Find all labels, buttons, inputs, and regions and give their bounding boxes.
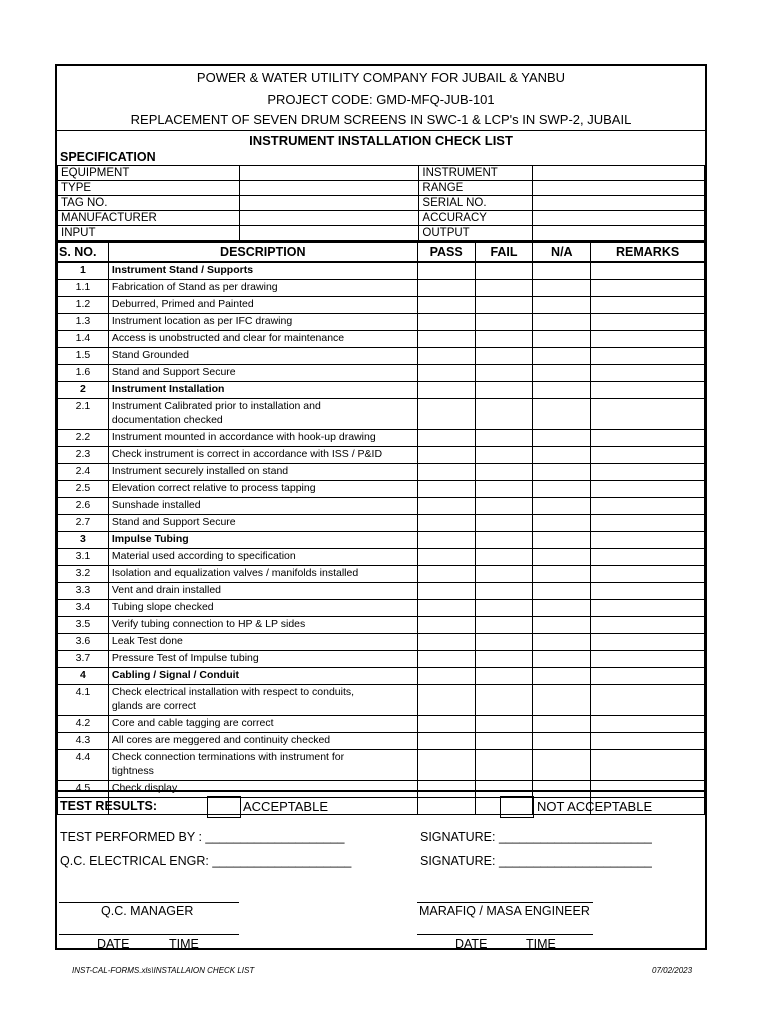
item-number: 2 — [58, 382, 109, 399]
item-description: All cores are meggered and continuity checked — [111, 734, 331, 746]
na-cell[interactable] — [533, 331, 591, 348]
na-cell[interactable] — [533, 716, 591, 733]
spec-value[interactable] — [239, 196, 419, 211]
signature-field[interactable]: SIGNATURE: ______________________ — [420, 830, 652, 844]
table-row — [58, 781, 705, 798]
table-row — [58, 716, 705, 733]
table-row — [58, 617, 705, 634]
item-description: Instrument location as per IFC drawing — [111, 315, 293, 327]
date-line — [417, 934, 593, 935]
item-description: Deburred, Primed and Painted — [111, 298, 254, 310]
remarks-cell[interactable] — [591, 583, 705, 600]
item-number: 4.1 — [58, 685, 109, 716]
item-description: Stand Grounded — [111, 349, 189, 361]
col-description: DESCRIPTION — [108, 242, 417, 262]
item-description: Instrument mounted in accordance with hook-up drawing — [111, 431, 376, 443]
fail-cell[interactable] — [475, 382, 533, 399]
pass-cell[interactable] — [417, 716, 475, 733]
remarks-cell[interactable] — [591, 331, 705, 348]
fail-cell[interactable] — [475, 600, 533, 617]
item-description-cell — [108, 515, 417, 532]
pass-cell[interactable] — [417, 750, 475, 781]
pass-cell[interactable] — [417, 280, 475, 297]
item-description-cell — [108, 668, 417, 685]
spec-row — [58, 181, 705, 196]
pass-cell[interactable] — [417, 566, 475, 583]
na-cell[interactable] — [533, 566, 591, 583]
spec-label: MANUFACTURER — [58, 211, 240, 226]
na-cell[interactable] — [533, 617, 591, 634]
item-description: Pressure Test of Impulse tubing — [111, 652, 259, 664]
item-description: Access is unobstructed and clear for maintenance — [111, 332, 345, 344]
pass-cell[interactable] — [417, 685, 475, 716]
pass-cell[interactable] — [417, 365, 475, 382]
table-row — [58, 280, 705, 297]
item-number: 2.3 — [58, 447, 109, 464]
fail-cell[interactable] — [475, 716, 533, 733]
table-row — [58, 447, 705, 464]
item-description-cell — [108, 549, 417, 566]
item-number: 1.6 — [58, 365, 109, 382]
table-row — [58, 297, 705, 314]
fail-cell[interactable] — [475, 515, 533, 532]
table-row — [58, 430, 705, 447]
na-cell[interactable] — [533, 447, 591, 464]
remarks-cell[interactable] — [591, 382, 705, 399]
item-description-cont: documentation checked — [111, 414, 223, 426]
table-row — [58, 399, 705, 430]
item-description-cell — [108, 399, 417, 430]
section-row — [58, 532, 705, 549]
na-cell[interactable] — [533, 464, 591, 481]
col-sno: S. NO. — [58, 242, 109, 262]
spec-label: TAG NO. — [58, 196, 240, 211]
pass-cell[interactable] — [417, 781, 475, 798]
pass-cell[interactable] — [417, 651, 475, 668]
pass-cell[interactable] — [417, 481, 475, 498]
remarks-cell[interactable] — [591, 600, 705, 617]
signature-line — [417, 902, 593, 903]
item-description: Sunshade installed — [111, 499, 201, 511]
remarks-cell[interactable] — [591, 262, 705, 280]
fail-cell[interactable] — [475, 566, 533, 583]
pass-cell[interactable] — [417, 798, 475, 815]
item-description-cell — [108, 617, 417, 634]
remarks-cell[interactable] — [591, 685, 705, 716]
pass-cell[interactable] — [417, 331, 475, 348]
item-description: Instrument Stand / Supports — [111, 264, 254, 276]
na-cell[interactable] — [533, 532, 591, 549]
date-label: DATE — [455, 937, 488, 951]
fail-cell[interactable] — [475, 532, 533, 549]
na-cell[interactable] — [533, 583, 591, 600]
col-remarks: REMARKS — [591, 242, 705, 262]
table-row — [58, 331, 705, 348]
spec-label: INSTRUMENT — [419, 166, 533, 181]
item-description: Stand and Support Secure — [111, 516, 236, 528]
na-cell[interactable] — [533, 280, 591, 297]
remarks-cell[interactable] — [591, 566, 705, 583]
item-description-cell — [108, 716, 417, 733]
remarks-cell[interactable] — [591, 399, 705, 430]
fail-cell[interactable] — [475, 481, 533, 498]
spec-value[interactable] — [533, 166, 705, 181]
item-description-cell — [108, 348, 417, 365]
remarks-cell[interactable] — [591, 464, 705, 481]
remarks-cell[interactable] — [591, 716, 705, 733]
time-label: TIME — [169, 937, 199, 951]
fail-cell[interactable] — [475, 617, 533, 634]
pass-cell[interactable] — [417, 634, 475, 651]
fail-cell[interactable] — [475, 447, 533, 464]
item-number: 3.5 — [58, 617, 109, 634]
remarks-cell[interactable] — [591, 481, 705, 498]
spec-value[interactable] — [533, 196, 705, 211]
item-number: 1.3 — [58, 314, 109, 331]
spec-label: SERIAL NO. — [419, 196, 533, 211]
item-description-cell — [108, 583, 417, 600]
item-description: Stand and Support Secure — [111, 366, 236, 378]
na-cell[interactable] — [533, 348, 591, 365]
item-description: Leak Test done — [111, 635, 183, 647]
fail-cell[interactable] — [475, 430, 533, 447]
item-description-cell — [108, 634, 417, 651]
fail-cell[interactable] — [475, 583, 533, 600]
fail-cell[interactable] — [475, 280, 533, 297]
section-row — [58, 262, 705, 280]
table-row — [58, 464, 705, 481]
item-description-cell — [108, 750, 417, 781]
col-pass: PASS — [417, 242, 475, 262]
item-description-cell — [108, 280, 417, 297]
remarks-cell[interactable] — [591, 314, 705, 331]
fail-cell[interactable] — [475, 297, 533, 314]
pass-cell[interactable] — [417, 430, 475, 447]
na-cell[interactable] — [533, 733, 591, 750]
spec-value[interactable] — [239, 211, 419, 226]
fail-cell[interactable] — [475, 399, 533, 430]
spec-value[interactable] — [239, 226, 419, 241]
na-cell[interactable] — [533, 685, 591, 716]
item-number: 1 — [58, 262, 109, 280]
pass-cell[interactable] — [417, 733, 475, 750]
item-description-cont: glands are correct — [111, 700, 196, 712]
section-row — [58, 382, 705, 399]
item-description-cell — [108, 685, 417, 716]
remarks-cell[interactable] — [591, 365, 705, 382]
table-row — [58, 481, 705, 498]
spec-table — [57, 165, 705, 241]
item-description-cell — [108, 447, 417, 464]
spec-row — [58, 166, 705, 181]
item-description: Instrument Calibrated prior to installation and — [111, 400, 321, 412]
item-description: Isolation and equalization valves / manifolds installed — [111, 567, 359, 579]
footer-file-path: INST-CAL-FORMS.xls\INSTALLAION CHECK LIST — [72, 966, 255, 975]
form-title: INSTRUMENT INSTALLATION CHECK LIST — [249, 133, 513, 148]
pass-cell[interactable] — [417, 262, 475, 280]
fail-cell[interactable] — [475, 331, 533, 348]
item-description-cell — [108, 600, 417, 617]
fail-cell[interactable] — [475, 464, 533, 481]
na-cell[interactable] — [533, 634, 591, 651]
marafiq-engineer-label: MARAFIQ / MASA ENGINEER — [419, 904, 590, 918]
pass-cell[interactable] — [417, 314, 475, 331]
checklist-frame — [55, 64, 707, 950]
item-number: 2.2 — [58, 430, 109, 447]
item-description: Impulse Tubing — [111, 533, 189, 545]
remarks-cell[interactable] — [591, 430, 705, 447]
spec-row — [58, 196, 705, 211]
remarks-cell[interactable] — [591, 617, 705, 634]
na-cell[interactable] — [533, 668, 591, 685]
item-number: 4 — [58, 668, 109, 685]
item-number: 3.2 — [58, 566, 109, 583]
item-number: 4.2 — [58, 716, 109, 733]
item-number: 4.4 — [58, 750, 109, 781]
remarks-cell[interactable] — [591, 781, 705, 798]
na-cell[interactable] — [533, 430, 591, 447]
item-number: 3.7 — [58, 651, 109, 668]
na-cell[interactable] — [533, 297, 591, 314]
item-description-cell — [108, 781, 417, 798]
item-number: 3.1 — [58, 549, 109, 566]
item-description: Instrument Installation — [111, 383, 225, 395]
spec-heading: SPECIFICATION — [60, 150, 156, 164]
spec-value[interactable] — [239, 181, 419, 196]
table-row — [58, 498, 705, 515]
item-description-cell — [108, 365, 417, 382]
na-cell[interactable] — [533, 262, 591, 280]
remarks-cell[interactable] — [591, 515, 705, 532]
item-description-cell — [108, 430, 417, 447]
item-description: Tubing slope checked — [111, 601, 214, 613]
qc-electrical-engineer[interactable]: Q.C. ELECTRICAL ENGR: ____________________ — [60, 854, 352, 868]
remarks-cell[interactable] — [591, 280, 705, 297]
pass-cell[interactable] — [417, 297, 475, 314]
remarks-cell[interactable] — [591, 549, 705, 566]
item-description-cell — [108, 297, 417, 314]
item-description-cell — [108, 262, 417, 280]
item-number: 3.6 — [58, 634, 109, 651]
spec-label: INPUT — [58, 226, 240, 241]
item-number: 1.5 — [58, 348, 109, 365]
na-cell[interactable] — [533, 314, 591, 331]
item-number: 2.7 — [58, 515, 109, 532]
item-description-cell — [108, 331, 417, 348]
item-number: 2.4 — [58, 464, 109, 481]
fail-cell[interactable] — [475, 549, 533, 566]
table-row — [58, 750, 705, 781]
table-row — [58, 583, 705, 600]
spec-label: OUTPUT — [419, 226, 533, 241]
divider — [57, 790, 705, 792]
fail-cell[interactable] — [475, 262, 533, 280]
item-description: Elevation correct relative to process tapping — [111, 482, 316, 494]
fail-cell[interactable] — [475, 750, 533, 781]
date-line — [59, 934, 239, 935]
pass-cell[interactable] — [417, 348, 475, 365]
spec-row — [58, 211, 705, 226]
item-description-cell — [108, 532, 417, 549]
col-na: N/A — [533, 242, 591, 262]
item-number: 1.1 — [58, 280, 109, 297]
pass-cell[interactable] — [417, 549, 475, 566]
item-number: 2.6 — [58, 498, 109, 515]
table-row — [58, 566, 705, 583]
table-row — [58, 634, 705, 651]
acceptable-checkbox[interactable] — [207, 796, 241, 818]
item-description: Fabrication of Stand as per drawing — [111, 281, 278, 293]
test-results-label: TEST RESULTS: — [60, 799, 157, 813]
divider — [57, 130, 705, 131]
fail-cell[interactable] — [475, 781, 533, 798]
table-row — [58, 651, 705, 668]
table-row — [58, 549, 705, 566]
spec-label: RANGE — [419, 181, 533, 196]
remarks-cell[interactable] — [591, 498, 705, 515]
item-description-cell — [108, 314, 417, 331]
na-cell[interactable] — [533, 365, 591, 382]
signature-line — [59, 902, 239, 903]
footer-date: 07/02/2023 — [652, 966, 693, 975]
item-description-cont: tightness — [111, 765, 154, 777]
item-number: 1.2 — [58, 297, 109, 314]
item-description-cell — [108, 566, 417, 583]
item-description-cell — [108, 498, 417, 515]
table-row — [58, 314, 705, 331]
signature-field[interactable]: SIGNATURE: ______________________ — [420, 854, 652, 868]
company-name: POWER & WATER UTILITY COMPANY FOR JUBAIL & YANBU — [196, 70, 566, 85]
spec-value[interactable] — [533, 211, 705, 226]
pass-cell[interactable] — [417, 498, 475, 515]
pass-cell[interactable] — [417, 668, 475, 685]
item-description: Core and cable tagging are correct — [111, 717, 274, 729]
spec-label: EQUIPMENT — [58, 166, 240, 181]
pass-cell[interactable] — [417, 515, 475, 532]
item-description: Check display — [111, 782, 178, 794]
project-code: PROJECT CODE: GMD-MFQ-JUB-101 — [267, 92, 495, 107]
remarks-cell[interactable] — [591, 668, 705, 685]
item-description: Check electrical installation with respect to conduits, — [111, 686, 355, 698]
item-number: 3.4 — [58, 600, 109, 617]
table-row — [58, 365, 705, 382]
remarks-cell[interactable] — [591, 651, 705, 668]
item-description: Check connection terminations with instrument for — [111, 751, 345, 763]
pass-cell[interactable] — [417, 617, 475, 634]
pass-cell[interactable] — [417, 382, 475, 399]
fail-cell[interactable] — [475, 733, 533, 750]
item-description-cell — [108, 651, 417, 668]
remarks-cell[interactable] — [591, 532, 705, 549]
na-cell[interactable] — [533, 750, 591, 781]
project-scope: REPLACEMENT OF SEVEN DRUM SCREENS IN SWC-1 & LCP's IN SWP-2, JUBAIL — [130, 112, 632, 127]
item-description: Check instrument is correct in accordance with ISS / P&ID — [111, 448, 383, 460]
fail-cell[interactable] — [475, 685, 533, 716]
fail-cell[interactable] — [475, 348, 533, 365]
table-row — [58, 348, 705, 365]
qc-manager-label: Q.C. MANAGER — [101, 904, 194, 918]
spec-value[interactable] — [533, 226, 705, 241]
pass-cell[interactable] — [417, 447, 475, 464]
table-row — [58, 733, 705, 750]
na-cell[interactable] — [533, 781, 591, 798]
item-description: Cabling / Signal / Conduit — [111, 669, 240, 681]
section-row — [58, 668, 705, 685]
fail-cell[interactable] — [475, 314, 533, 331]
na-cell[interactable] — [533, 600, 591, 617]
item-description-cell — [108, 464, 417, 481]
acceptable-label: ACCEPTABLE — [243, 799, 329, 814]
spec-value[interactable] — [533, 181, 705, 196]
fail-cell[interactable] — [475, 498, 533, 515]
remarks-cell[interactable] — [591, 297, 705, 314]
spec-label: ACCURACY — [419, 211, 533, 226]
item-description: Material used according to specification — [111, 550, 296, 562]
na-cell[interactable] — [533, 399, 591, 430]
date-label: DATE — [97, 937, 130, 951]
spec-value[interactable] — [239, 166, 419, 181]
not-acceptable-checkbox[interactable] — [500, 796, 534, 818]
pass-cell[interactable] — [417, 600, 475, 617]
item-number: 2.5 — [58, 481, 109, 498]
not-acceptable-label: NOT ACCEPTABLE — [537, 799, 653, 814]
fail-cell[interactable] — [475, 634, 533, 651]
fail-cell[interactable] — [475, 668, 533, 685]
item-description-cell — [108, 481, 417, 498]
remarks-cell[interactable] — [591, 447, 705, 464]
item-description-cell — [108, 382, 417, 399]
item-description: Vent and drain installed — [111, 584, 222, 596]
fail-cell[interactable] — [475, 365, 533, 382]
na-cell[interactable] — [533, 382, 591, 399]
item-description: Instrument securely installed on stand — [111, 465, 289, 477]
na-cell[interactable] — [533, 549, 591, 566]
table-row — [58, 515, 705, 532]
pass-cell[interactable] — [417, 532, 475, 549]
col-fail: FAIL — [475, 242, 533, 262]
na-cell[interactable] — [533, 651, 591, 668]
item-number: 3 — [58, 532, 109, 549]
na-cell[interactable] — [533, 515, 591, 532]
table-row — [58, 685, 705, 716]
pass-cell[interactable] — [417, 583, 475, 600]
spec-label: TYPE — [58, 181, 240, 196]
table-row — [58, 600, 705, 617]
item-number: 3.3 — [58, 583, 109, 600]
remarks-cell[interactable] — [591, 634, 705, 651]
item-description: Verify tubing connection to HP & LP sides — [111, 618, 306, 630]
test-performed-by[interactable]: TEST PERFORMED BY : ____________________ — [60, 830, 345, 844]
pass-cell[interactable] — [417, 399, 475, 430]
remarks-cell[interactable] — [591, 733, 705, 750]
checklist-table — [57, 241, 705, 815]
fail-cell[interactable] — [475, 651, 533, 668]
spec-row — [58, 226, 705, 241]
remarks-cell[interactable] — [591, 348, 705, 365]
na-cell[interactable] — [533, 481, 591, 498]
remarks-cell[interactable] — [591, 750, 705, 781]
item-description-cell — [108, 733, 417, 750]
item-number: 2.1 — [58, 399, 109, 430]
item-number: 4.5 — [58, 781, 109, 798]
time-label: TIME — [526, 937, 556, 951]
pass-cell[interactable] — [417, 464, 475, 481]
item-number: 1.4 — [58, 331, 109, 348]
item-number: 4.3 — [58, 733, 109, 750]
na-cell[interactable] — [533, 498, 591, 515]
